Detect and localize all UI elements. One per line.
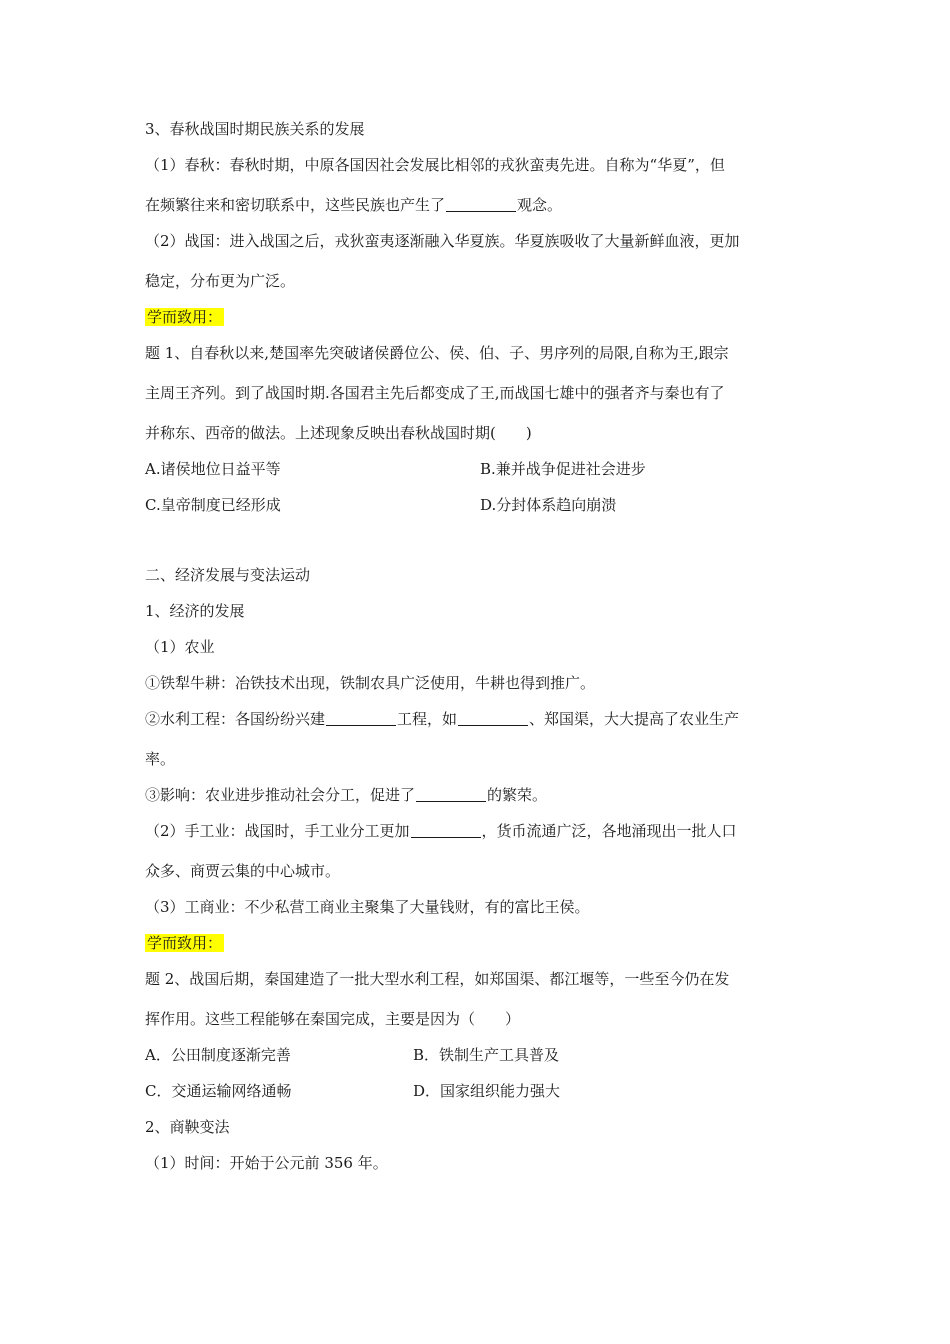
question-1-options-row2 <box>145 494 810 516</box>
paragraph-warring-states: （2）战国：进入战国之后，戎狄蛮夷逐渐融入华夏族。华夏族吸收了大量新鲜血液，更加 <box>145 232 740 250</box>
option-c[interactable]: C．交通运输网络通畅 <box>145 1082 292 1100</box>
agriculture-heading: （1）农业 <box>145 638 215 656</box>
option-b[interactable]: B.兼并战争促进社会进步 <box>480 460 646 478</box>
option-d[interactable]: D.分封体系趋向崩溃 <box>480 496 617 514</box>
question-2-text: 题 2、战国后期，秦国建造了一批大型水利工程，如郑国渠、都江堰等，一些至今仍在发 <box>145 970 730 988</box>
section-heading: 3、春秋战国时期民族关系的发展 <box>145 120 365 138</box>
option-b[interactable]: B．铁制生产工具普及 <box>413 1046 560 1064</box>
fill-blank[interactable] <box>446 196 516 212</box>
fill-blank[interactable] <box>458 710 528 726</box>
practice-label: 学而致用： <box>147 934 223 952</box>
question-1-options-row1 <box>145 458 810 480</box>
question-1-text-end: 并称东、西帝的做法。上述现象反映出春秋战国时期( ) <box>145 424 532 442</box>
item-impact: ③影响：农业进步推动社会分工，促进了 的繁荣。 <box>145 786 548 804</box>
question-1-text-cont: 主周王齐列。到了战国时期.各国君主先后都变成了王,而战国七雄中的强者齐与秦也有了 <box>145 384 725 402</box>
commerce-paragraph: （3）工商业：不少私营工商业主聚集了大量钱财，有的富比王侯。 <box>145 898 590 916</box>
item-irrigation-cont: 率。 <box>145 750 176 768</box>
item-iron-plough: ①铁犁牛耕：冶铁技术出现，铁制农具广泛使用，牛耕也得到推广。 <box>145 674 596 692</box>
item-irrigation: ②水利工程：各国纷纷兴建 工程，如 、郑国渠，大大提高了农业生产 <box>145 710 740 728</box>
sub-heading-economy: 1、经济的发展 <box>145 602 245 620</box>
paragraph-spring-autumn-cont: 在频繁往来和密切联系中，这些民族也产生了 观念。 <box>145 196 563 214</box>
question-2-text-cont: 挥作用。这些工程能够在秦国完成，主要是因为（ ） <box>145 1010 521 1028</box>
question-2-options-row1 <box>145 1044 810 1066</box>
option-a[interactable]: A．公田制度逐渐完善 <box>145 1046 291 1064</box>
option-c[interactable]: C.皇帝制度已经形成 <box>145 496 281 514</box>
question-2-options-row2 <box>145 1080 810 1102</box>
option-d[interactable]: D．国家组织能力强大 <box>413 1082 561 1100</box>
handicraft-paragraph-cont: 众多、商贾云集的中心城市。 <box>145 862 341 880</box>
fill-blank[interactable] <box>411 822 481 838</box>
fill-blank[interactable] <box>416 786 486 802</box>
shang-yang-time: （1）时间：开始于公元前 356 年。 <box>145 1154 388 1172</box>
handicraft-paragraph: （2）手工业：战国时，手工业分工更加 ，货币流通广泛，各地涌现出一批人口 <box>145 822 737 840</box>
practice-label: 学而致用： <box>147 308 223 326</box>
paragraph-warring-states-cont: 稳定，分布更为广泛。 <box>145 272 296 290</box>
paragraph-spring-autumn: （1）春秋：春秋时期，中原各国因社会发展比相邻的戎狄蛮夷先进。自称为“华夏”，但 <box>145 156 725 174</box>
document-page <box>145 118 810 1174</box>
sub-heading-shang-yang: 2、商鞅变法 <box>145 1118 230 1136</box>
question-1-text: 题 1、自春秋以来,楚国率先突破诸侯爵位公、侯、伯、子、男序列的局限,自称为王,跟宗 <box>145 344 729 362</box>
part-heading: 二、经济发展与变法运动 <box>145 566 311 584</box>
fill-blank[interactable] <box>326 710 396 726</box>
option-a[interactable]: A.诸侯地位日益平等 <box>145 460 281 478</box>
